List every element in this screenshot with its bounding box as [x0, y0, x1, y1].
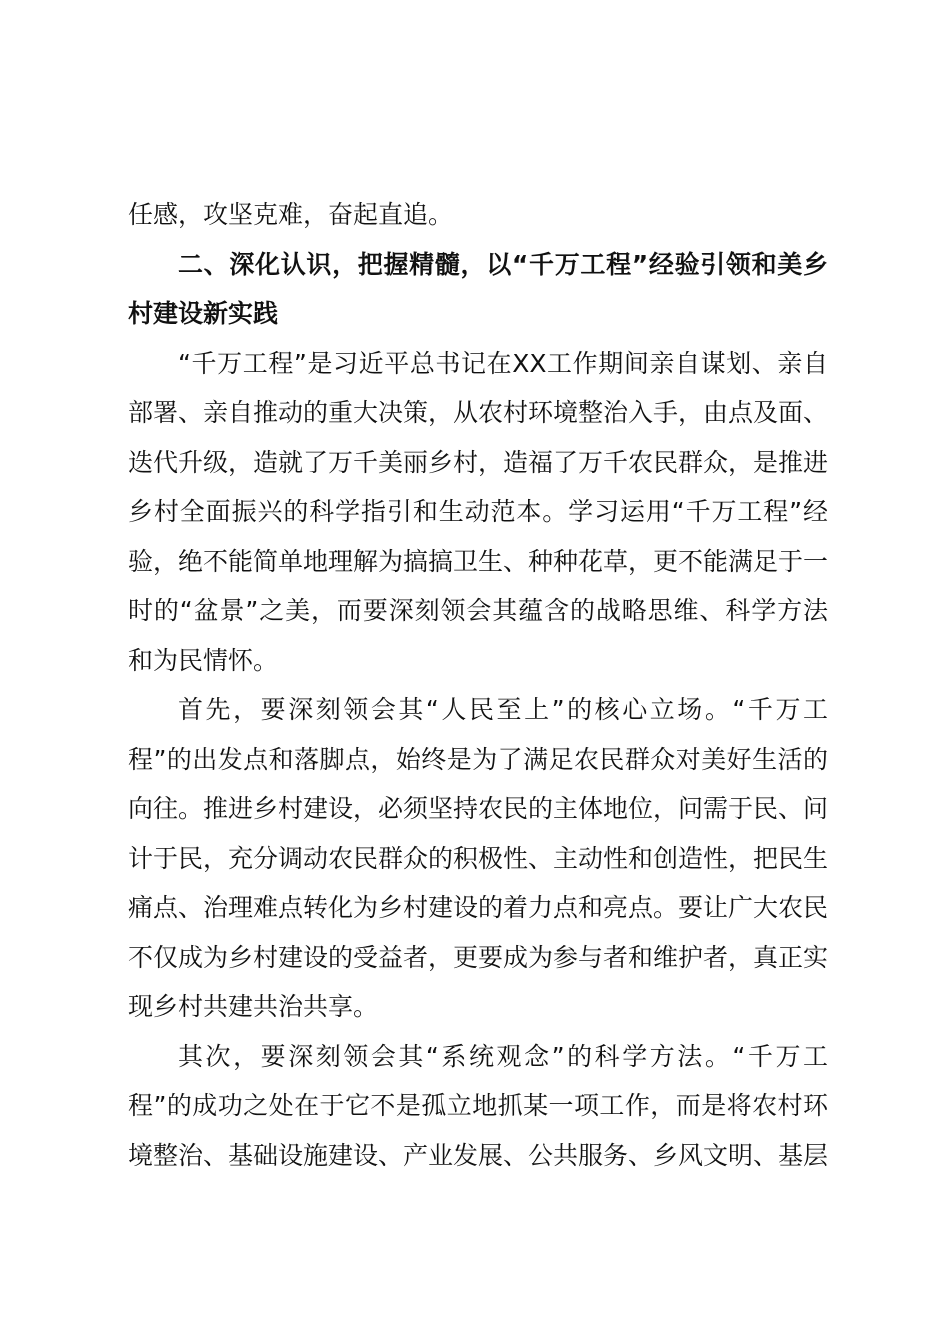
paragraph-continuation: 任感，攻坚克难，奋起直追。 [128, 200, 454, 229]
paragraph-first-point: 首先，要深刻领会其“人民至上”的核心立场。“千万工程”的出发点和落脚点，始终是为了满足农民群众对美好生活的向往。推进乡村建设，必须坚持农民的主体地位，问需于民、问计于民，充分调动农民群众的积极性、主动性和创造性，把民生痛点、治理难点转化为乡村建设的着力点和亮点。要让广大农民不仅成为乡村建设的受益者，更要成为参与者和维护者，真正实现乡村共建共治共享。 [128, 695, 829, 1021]
section-heading: 二、深化认识，把握精髓，以“千万工程”经验引领和美乡村建设新实践 [128, 249, 828, 328]
paragraph-intro: “千万工程”是习近平总书记在XX工作期间亲自谋划、亲自部署、亲自推动的重大决策，从农村环境整治入手，由点及面、迭代升级，造就了万千美丽乡村，造福了万千农民群众，是推进乡村全面振兴的科学指引和生动范本。学习运用“千万工程”经验，绝不能简单地理解为搞搞卫生、种种花草，更不能满足于一时的“盆景”之美，而要深刻领会其蕴含的战略思维、科学方法和为民情怀。 [128, 348, 829, 675]
paragraph-second-point: 其次，要深刻领会其“系统观念”的科学方法。“千万工程”的成功之处在于它不是孤立地抓某一项工作，而是将农村环境整治、基础设施建设、产业发展、公共服务、乡风文明、基层 [128, 1041, 829, 1170]
document-body [128, 190, 828, 1180]
